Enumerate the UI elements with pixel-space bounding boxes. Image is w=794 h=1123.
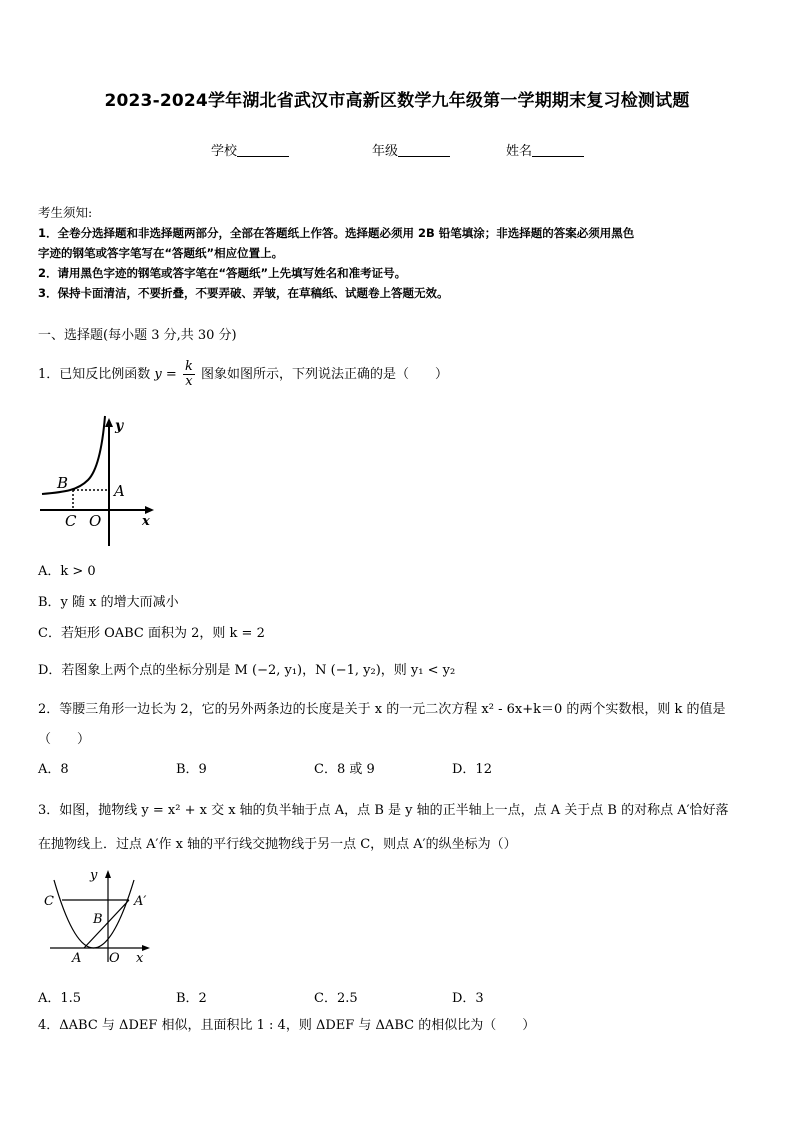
school-label: 学校 bbox=[211, 144, 238, 159]
section-heading: 一、选择题(每小题 3 分,共 30 分) bbox=[38, 328, 237, 343]
school-field bbox=[211, 140, 289, 159]
notice-line: 1．全卷分选择题和非选择题两部分，全部在答题纸上作答。选择题必须用 2B 铅笔填涂；非选择题的答案必须用黑色 bbox=[38, 226, 635, 240]
label-A: A bbox=[114, 482, 125, 500]
question-2-stem bbox=[38, 695, 758, 755]
question-4-stem: 4．ΔABC 与 ΔDEF 相似，且面积比 1 : 4，则 ΔDEF 与 ΔABC 的相似比为（ ） bbox=[38, 1018, 536, 1033]
q1-fraction-numerator: k bbox=[184, 359, 193, 374]
notice-line: 2．请用黑色字迹的钢笔或答字笔在“答题纸”上先填写姓名和准考证号。 bbox=[38, 266, 407, 280]
q1-option-c[interactable]: C．若矩形 OABC 面积为 2，则 k = 2 bbox=[38, 626, 265, 641]
label-y: y bbox=[115, 418, 124, 434]
label-C: C bbox=[44, 894, 54, 909]
notice-line: 字迹的钢笔或答字笔写在“答题纸”相应位置上。 bbox=[38, 246, 284, 260]
notice-line: 3．保持卡面清洁，不要折叠，不要弄破、弄皱，在草稿纸、试题卷上答题无效。 bbox=[38, 286, 449, 300]
q2-option-c[interactable]: C．8 或 9 bbox=[314, 762, 375, 777]
q1-suffix: 图象如图所示，下列说法正确的是（ ） bbox=[200, 367, 448, 382]
page-title: 2023-2024学年湖北省武汉市高新区数学九年级第一学期期末复习检测试题 bbox=[104, 91, 690, 111]
x-axis-arrow bbox=[145, 506, 154, 514]
y-axis-arrow bbox=[105, 870, 111, 878]
notice-block bbox=[38, 203, 758, 303]
name-blank bbox=[532, 144, 584, 157]
q3-option-a[interactable]: A．1.5 bbox=[38, 991, 82, 1006]
q2-option-b[interactable]: B．9 bbox=[176, 762, 207, 777]
q3-line-2: 在抛物线上．过点 A′作 x 轴的平行线交抛物线于另一点 C，则点 A′的纵坐标为（） bbox=[38, 837, 517, 852]
notice-heading: 考生须知: bbox=[38, 205, 93, 220]
q2-line-1: 2．等腰三角形一边长为 2，它的另外两条边的长度是关于 x 的一元二次方程 x² - 6x+k＝0 的两个实数根，则 k 的值是 bbox=[38, 702, 726, 717]
q3-parabola-figure bbox=[38, 866, 158, 968]
q1-fraction bbox=[183, 360, 195, 389]
grade-label: 年级 bbox=[372, 144, 399, 159]
q2-option-d[interactable]: D．12 bbox=[452, 762, 492, 777]
grade-field bbox=[372, 140, 450, 159]
q3-option-d[interactable]: D．3 bbox=[452, 991, 484, 1006]
question-1-stem bbox=[38, 360, 758, 389]
hyperbola-curve bbox=[42, 416, 105, 494]
label-B: B bbox=[93, 912, 103, 927]
label-x: x bbox=[142, 514, 150, 529]
q2-line-2: （ ） bbox=[38, 732, 91, 747]
q3-line-1: 3．如图，抛物线 y = x² + x 交 x 轴的负半轴于点 A，点 B 是 y 轴的正半轴上一点，点 A 关于点 B 的对称点 A′恰好落 bbox=[38, 803, 729, 818]
q2-option-a[interactable]: A．8 bbox=[38, 762, 69, 777]
q1-fraction-denominator: x bbox=[185, 374, 193, 389]
label-y: y bbox=[90, 868, 98, 883]
label-x: x bbox=[136, 951, 144, 966]
label-B: B bbox=[57, 474, 69, 492]
y-axis-arrow bbox=[105, 418, 113, 427]
label-C: C bbox=[65, 512, 77, 530]
label-O: O bbox=[109, 951, 120, 966]
grade-blank bbox=[398, 144, 450, 157]
q1-option-a[interactable]: A．k > 0 bbox=[38, 564, 96, 579]
school-blank bbox=[237, 144, 289, 157]
q1-prefix: 1．已知反比例函数 bbox=[38, 367, 151, 382]
q3-option-c[interactable]: C．2.5 bbox=[314, 991, 358, 1006]
name-label: 姓名 bbox=[506, 144, 533, 159]
q1-option-d[interactable]: D．若图象上两个点的坐标分别是 M (−2, y₁)，N (−1, y₂)，则 y₁ < y₂ bbox=[38, 663, 456, 678]
question-3-stem bbox=[38, 794, 758, 862]
label-A: A bbox=[72, 951, 82, 966]
label-A-prime: A′ bbox=[134, 894, 147, 909]
q1-option-b[interactable]: B．y 随 x 的增大而减小 bbox=[38, 595, 179, 610]
q1-lhs: y = bbox=[154, 367, 177, 382]
name-field bbox=[506, 140, 584, 159]
label-O: O bbox=[89, 512, 102, 530]
q1-hyperbola-figure bbox=[36, 412, 160, 552]
q3-option-b[interactable]: B．2 bbox=[176, 991, 207, 1006]
